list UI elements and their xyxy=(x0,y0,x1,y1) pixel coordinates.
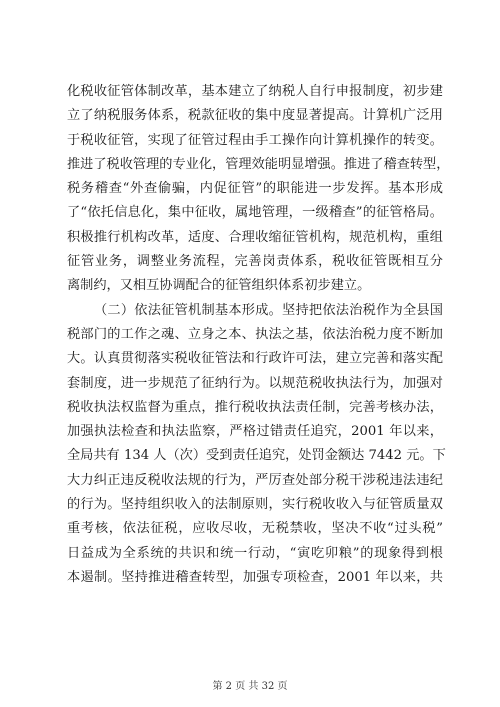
text-line: 积极推行机构改革，适度、合理收缩征管机构，规范机构，重组 xyxy=(67,229,443,245)
text-line: 重考核，依法征税，应收尽收，无税禁收，坚决不收“过头税” xyxy=(67,521,443,537)
text-line: 本遏制。坚持推进稽查转型，加强专项检查，2001 年以来，共 xyxy=(67,569,443,585)
text-line: 加强执法检查和执法监察，严格过错责任追究，2001 年以来， xyxy=(67,424,443,440)
text-line: 离制约，又相互协调配合的征管组织体系初步建立。 xyxy=(67,278,371,294)
text-line: （二）依法征管机制基本形成。坚持把依法治税作为全县国 xyxy=(94,302,443,318)
text-line: 推进了税收管理的专业化，管理效能明显增强。推进了稽查转型， xyxy=(67,156,450,172)
text-line: 套制度，进一步规范了征纳行为。以规范税收执法行为，加强对 xyxy=(67,375,443,391)
text-line: 税务稽查“外查偷骗，内促征管”的职能进一步发挥。基本形成 xyxy=(67,181,443,197)
text-line: 征管业务，调整业务流程，完善岗责体系，税收征管既相互分 xyxy=(67,254,443,270)
paragraph-2 xyxy=(67,299,446,591)
document-body xyxy=(67,80,450,590)
text-line: 日益成为全系统的共识和统一行动，“寅吃卯粮”的现象得到根 xyxy=(67,545,443,561)
text-line: 的行为。坚持组织收入的法制原则，实行税收收入与征管质量双 xyxy=(67,497,443,513)
paragraph-1 xyxy=(67,80,450,299)
text-line: 了“依托信息化，集中征收，属地管理，一级稽查”的征管格局。 xyxy=(67,205,443,221)
text-line: 大力纠正违反税收法规的行为，严厉查处部分税干涉税违法违纪 xyxy=(67,472,443,488)
page-number-footer: 第 2 页 共 32 页 xyxy=(212,681,288,692)
text-line: 立了纳税服务体系，税款征收的集中度显著提高。计算机广泛用 xyxy=(67,108,443,124)
text-line: 化税收征管体制改革，基本建立了纳税人自行申报制度，初步建 xyxy=(67,84,443,99)
text-line: 大。认真贯彻落实税收征管法和行政许可法，建立完善和落实配 xyxy=(67,351,443,367)
text-line: 税部门的工作之魂、立身之本、执法之基，依法治税力度不断加 xyxy=(67,326,443,342)
text-line: 于税收征管，实现了征管过程由手工操作向计算机操作的转变。 xyxy=(67,132,443,148)
text-line: 全局共有 134 人（次）受到责任追究，处罚金额达 7442 元。下 xyxy=(67,448,446,464)
text-line: 税收执法权监督为重点，推行税收执法责任制，完善考核办法， xyxy=(67,399,443,415)
